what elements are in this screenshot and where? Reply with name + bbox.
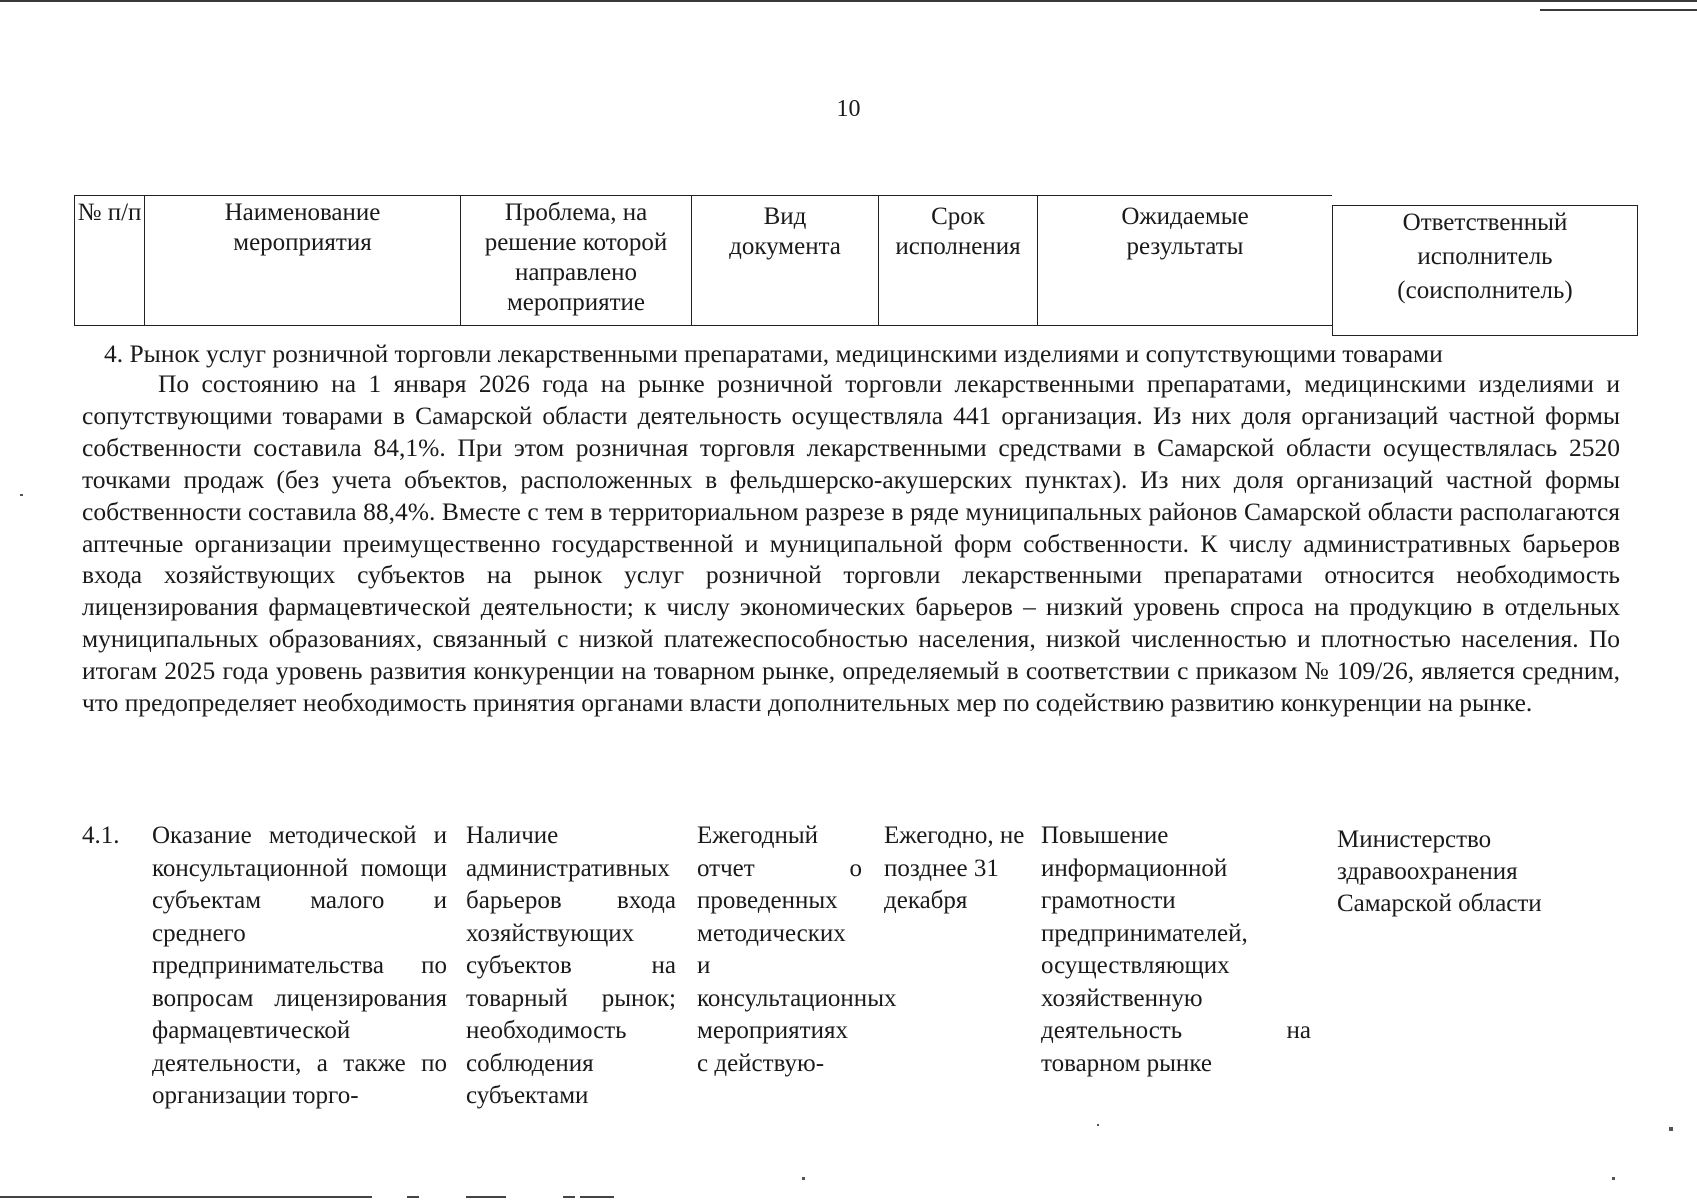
scan-speck (802, 1177, 805, 1180)
row-responsible: Министерство здравоохранения Самарской области (1337, 826, 1542, 917)
scan-speck (1669, 1127, 1673, 1131)
row-number: 4.1. (82, 822, 120, 849)
header-cell-label: Наименование мероприятия (224, 199, 381, 256)
row-document-type: Ежегодный отчет о проведенных методических и консультационных мероприятиях с действую- (697, 822, 897, 1077)
row-event-name: Оказание методической и консультационной помощи субъектам малого и среднего предпринимательства по вопросам лицензирования фармацевтической деятельности, а также по организации торго- (152, 822, 447, 1109)
scan-bottom-edge (580, 1196, 614, 1198)
header-cell-number (74, 195, 144, 326)
section-title: 4. Рынок услуг розничной торговли лекарственными препаратами, медицинскими изделиями и сопутствующими товарами (104, 339, 1443, 368)
header-cell-label: Вид документа (729, 203, 841, 260)
scan-speck (20, 494, 23, 496)
header-cell-problem (460, 195, 691, 326)
page-number: 10 (836, 96, 861, 122)
header-cell-deadline (878, 195, 1037, 326)
scan-bottom-edge (0, 1196, 372, 1198)
scan-bottom-edge (407, 1196, 419, 1198)
scan-top-edge (1540, 9, 1697, 11)
row-expected-results: Повышение информационной грамотности предпринимателей, осуществляющих хозяйственную деятельность на товарном рынке (1041, 822, 1311, 1077)
header-cell-label: Ожидаемые результаты (1121, 203, 1249, 260)
header-cell-responsible (1332, 205, 1638, 336)
row-deadline: Ежегодно, не позднее 31 декабря (884, 822, 1025, 914)
scan-speck (1097, 1124, 1099, 1126)
header-cell-label: Ответственный исполнитель (соисполнитель) (1397, 209, 1573, 304)
scan-bottom-edge (563, 1196, 575, 1198)
scan-bottom-edge (466, 1196, 506, 1198)
header-cell-expected-results (1037, 195, 1332, 326)
header-cell-label: Срок исполнения (895, 203, 1021, 260)
table-header (74, 195, 1638, 326)
header-cell-document-type (691, 195, 878, 326)
header-cell-label: Проблема, на решение которой направлено мероприятие (484, 199, 668, 316)
header-cell-event-name (144, 195, 460, 326)
row-problem: Наличие административных барьеров входа хозяйствующих субъектов на товарный рынок; необходимость соблюдения субъектами (466, 822, 676, 1109)
header-cell-label: № п/п (77, 199, 142, 226)
section-paragraph: По состоянию на 1 января 2026 года на рынке розничной торговли лекарственными препаратами, медицинскими изделиями и сопутствующими товарами в Самарской области деятельность осуществляла 441 организация. Из них доля организаций частной формы собственности составила 84,1%. При этом розничная торговля лекарственными средствами в Самарской области осуществлялась 2520 точками продаж (без учета объектов, расположенных в фельдшерско-акушерских пунктах). Из них доля организаций частной формы собственности составила 88,4%. Вместе с тем в территориальном разрезе в ряде муниципальных районов Самарской области располагаются аптечные организации преимущественно государственной и муниципальной форм собственности. К числу административных барьеров входа хозяйствующих субъектов на рынок услуг розничной торговли лекарственными препаратами относится необходимость лицензирования фармацевтической деятельности; к числу экономических барьеров – низкий уровень спроса на продукцию в отдельных муниципальных образованиях, связанный с низкой платежеспособностью населения, низкой численностью и плотностью населения. По итогам 2025 года уровень развития конкуренции на товарном рынке, определяемый в соответствии с приказом № 109/26, является средним, что предопределяет необходимость принятия органами власти дополнительных мер по содействию развитию конкуренции на рынке. (82, 369, 1620, 718)
scan-top-edge (0, 0, 1697, 2)
scan-speck (1612, 1177, 1615, 1180)
